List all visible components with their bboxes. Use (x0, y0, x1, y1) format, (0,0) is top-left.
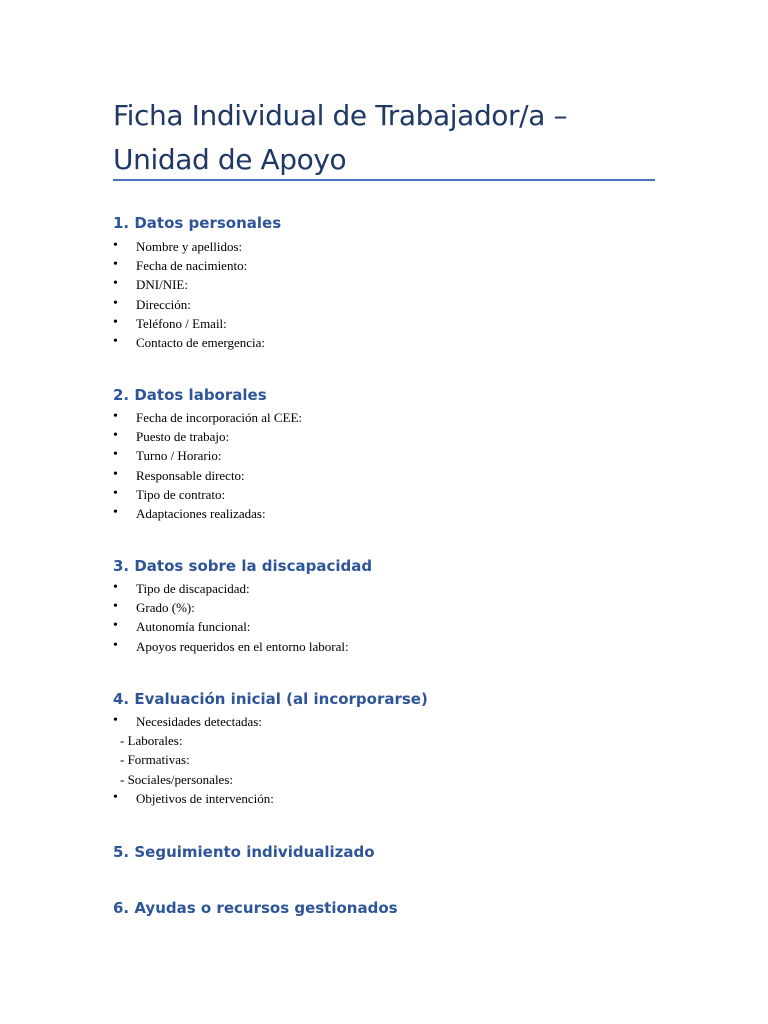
list-item (113, 446, 302, 465)
bullet: • (113, 637, 118, 653)
bullet: • (113, 409, 118, 424)
sub-list-item (113, 731, 274, 750)
sub-field-label: - Formativas: (120, 752, 190, 768)
field-label: Contacto de emergencia: (136, 334, 265, 350)
field-label: Fecha de incorporación al CEE: (136, 410, 303, 425)
list-item (113, 427, 302, 446)
list-item (113, 598, 349, 617)
bullet: • (113, 485, 118, 501)
bullet: • (113, 276, 118, 292)
field-label: Fecha de nacimiento: (136, 258, 248, 274)
section-heading-ayudas-recursos: 6. Ayudas o recursos gestionados (113, 899, 398, 917)
bullet: • (113, 618, 118, 634)
datos-laborales-list (113, 408, 302, 523)
section-heading-datos-personales: 1. Datos personales (113, 214, 282, 232)
field-label: DNI/NIE: (136, 277, 188, 293)
section-heading-datos-laborales: 2. Datos laborales (113, 386, 267, 404)
section-heading-seguimiento: 5. Seguimiento individualizado (113, 843, 375, 861)
field-label: Teléfono / Email: (136, 315, 227, 331)
list-item (113, 466, 302, 485)
bullet: • (113, 466, 118, 482)
field-label: Necesidades detectadas: (136, 714, 262, 729)
field-label: Objetivos de intervención: (136, 790, 274, 806)
bullet: • (113, 447, 118, 463)
list-item (113, 712, 274, 731)
title-underline (113, 179, 655, 181)
title-line-1: Ficha Individual de Trabajador/a – (113, 99, 568, 132)
field-label: Grado (%): (136, 600, 195, 616)
field-label: Autonomía funcional: (136, 619, 251, 635)
list-item (113, 256, 265, 275)
field-label: Adaptaciones realizadas: (136, 505, 266, 521)
bullet: • (113, 257, 118, 273)
list-item (113, 637, 349, 656)
bullet: • (113, 333, 118, 349)
sub-list-item (113, 770, 274, 789)
sub-field-label: - Sociales/personales: (120, 771, 233, 787)
list-item (113, 579, 349, 598)
list-item (113, 314, 265, 333)
bullet: • (113, 504, 118, 520)
section-heading-evaluacion-inicial: 4. Evaluación inicial (al incorporarse) (113, 690, 428, 708)
bullet: • (113, 428, 118, 444)
sub-list-item (113, 750, 274, 769)
document-title (113, 94, 673, 182)
bullet: • (113, 789, 118, 805)
list-item (113, 333, 265, 352)
list-item (113, 504, 302, 523)
field-label: Nombre y apellidos: (136, 239, 243, 254)
list-item (113, 275, 265, 294)
discapacidad-list (113, 579, 349, 656)
list-item (113, 485, 302, 504)
list-item (113, 408, 302, 427)
bullet: • (113, 580, 118, 595)
list-item (113, 295, 265, 314)
field-label: Apoyos requeridos en el entorno laboral: (136, 638, 349, 654)
bullet: • (113, 314, 118, 330)
field-label: Tipo de discapacidad: (136, 581, 250, 596)
evaluacion-inicial-list (113, 712, 274, 808)
field-label: Turno / Horario: (136, 448, 222, 464)
field-label: Puesto de trabajo: (136, 429, 230, 445)
list-item (113, 617, 349, 636)
bullet: • (113, 599, 118, 615)
list-item (113, 237, 265, 256)
sub-field-label: - Laborales: (120, 733, 183, 749)
bullet: • (113, 238, 118, 253)
field-label: Tipo de contrato: (136, 486, 226, 502)
datos-personales-list (113, 237, 265, 352)
field-label: Dirección: (136, 296, 191, 312)
bullet: • (113, 295, 118, 311)
field-label: Responsable directo: (136, 467, 245, 483)
bullet: • (113, 713, 118, 728)
list-item (113, 789, 274, 808)
title-line-2: Unidad de Apoyo (113, 143, 347, 176)
section-heading-discapacidad: 3. Datos sobre la discapacidad (113, 557, 373, 575)
